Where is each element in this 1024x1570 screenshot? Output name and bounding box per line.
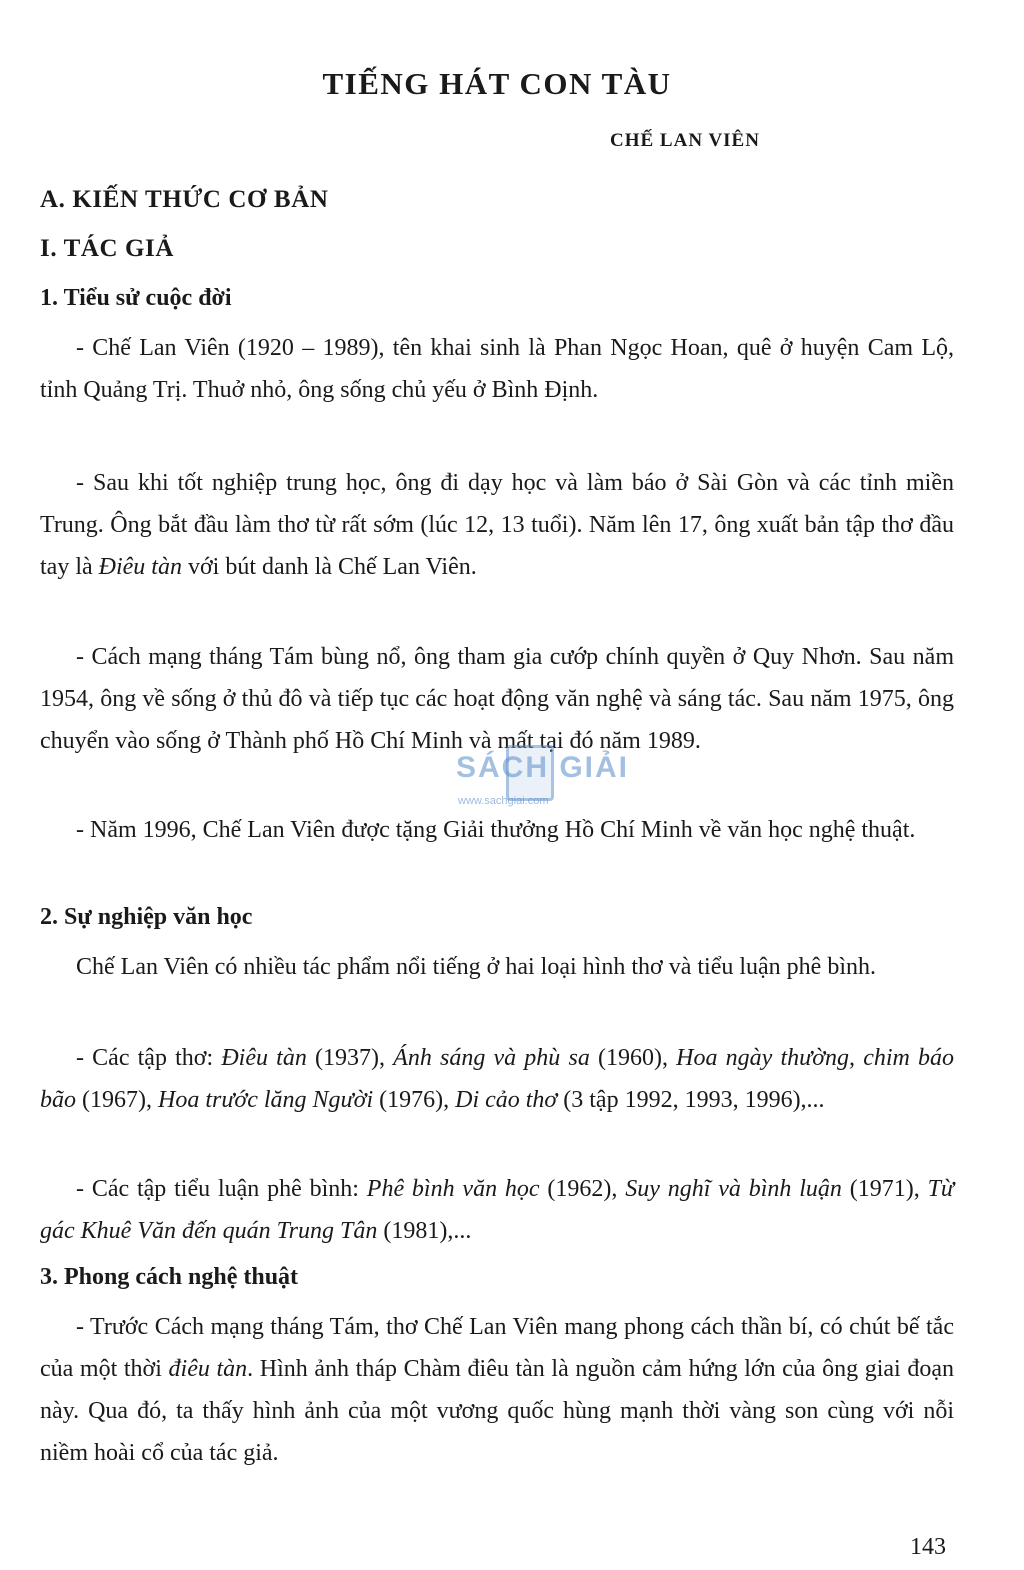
text-run: (1967), xyxy=(76,1087,158,1113)
paragraph-career-intro: Chế Lan Viên có nhiều tác phẩm nổi tiếng ở hai loại hình thơ và tiểu luận phê bình. xyxy=(76,954,876,980)
text-run: với bút danh là Chế Lan Viên. xyxy=(181,554,477,580)
section-heading-i: I. TÁC GIẢ xyxy=(40,235,175,262)
text-run: (1981),... xyxy=(377,1218,472,1244)
text-run: (1971), xyxy=(841,1176,928,1202)
book-title: Phê bình văn học xyxy=(366,1176,540,1202)
book-title: Hoa trước lăng Người xyxy=(157,1087,374,1113)
term-italic: điêu tàn xyxy=(168,1356,248,1382)
book-title: Điêu tàn xyxy=(221,1045,307,1071)
book-title: Ánh sáng và phù sa xyxy=(393,1045,590,1071)
subheading-biography: 1. Tiểu sử cuộc đời xyxy=(40,285,232,311)
paragraph-education xyxy=(40,462,954,588)
subheading-style: 3. Phong cách nghệ thuật xyxy=(40,1264,299,1290)
text-run: . Hình ảnh tháp Chàm điêu tàn là nguồn cảm hứng lớn của ông giai đoạn này. Qua đó, ta thấy hình ảnh của một vương quốc hùng mạnh thời vàng son cùng với nỗi niềm hoài cổ của tác giả. xyxy=(40,1356,954,1466)
text-run: (1960), xyxy=(589,1045,677,1071)
page-number: 143 xyxy=(910,1534,946,1560)
paragraph-birth: - Chế Lan Viên (1920 – 1989), tên khai sinh là Phan Ngọc Hoan, quê ở huyện Cam Lộ, tỉnh Quảng Trị. Thuở nhỏ, ông sống chủ yếu ở Bình Định. xyxy=(40,335,954,403)
text-run: - Sau khi tốt nghiệp trung học, ông đi dạy học và làm báo ở Sài Gòn và các tỉnh miền Trung. Ông bắt đầu làm thơ từ rất sớm (lúc 12, 13 tuổi). Năm lên 17, ông xuất bản tập thơ đầu tay là xyxy=(40,470,954,580)
text-run: - Trước Cách mạng tháng Tám, thơ Chế Lan Viên mang phong cách thần bí, có chút bế tắc của một thời xyxy=(40,1314,954,1382)
author-name: CHẾ LAN VIÊN xyxy=(610,130,760,151)
watermark-url: www.sachgiai.com xyxy=(458,795,549,807)
paragraph-revolution: - Cách mạng tháng Tám bùng nổ, ông tham gia cướp chính quyền ở Quy Nhơn. Sau năm 1954, ông về sống ở thủ đô và tiếp tục các hoạt động văn nghệ và sáng tác. Sau năm 1975, ông chuyển vào sống ở Thành phố Hồ Chí Minh và mất tại đó năm 1989. xyxy=(40,644,954,754)
paragraph-style xyxy=(40,1306,954,1474)
text-run: - Các tập tiểu luận phê bình: xyxy=(76,1176,367,1202)
section-heading-a: A. KIẾN THỨC CƠ BẢN xyxy=(40,186,329,213)
text-run: (1962), xyxy=(539,1176,626,1202)
text-run: - Các tập thơ: xyxy=(76,1045,222,1071)
book-title: Suy nghĩ và bình luận xyxy=(625,1176,842,1202)
watermark-text: SÁCH GIẢI xyxy=(456,751,630,784)
book-title: Hoa ngày thường, chim báo bão xyxy=(40,1045,955,1113)
text-run: (3 tập 1992, 1993, 1996),... xyxy=(557,1087,825,1113)
paragraph-poetry-collections xyxy=(40,1037,954,1121)
paragraph-award: - Năm 1996, Chế Lan Viên được tặng Giải thưởng Hồ Chí Minh về văn học nghệ thuật. xyxy=(76,817,916,843)
subheading-career: 2. Sự nghiệp văn học xyxy=(40,904,253,930)
book-title: Điêu tàn xyxy=(98,554,182,580)
text-run: (1937), xyxy=(306,1045,394,1071)
book-title: Di cảo thơ xyxy=(455,1087,558,1113)
document-title: TIẾNG HÁT CON TÀU xyxy=(322,66,672,101)
paragraph-essay-collections xyxy=(40,1168,954,1252)
book-title: Từ gác Khuê Văn đến quán Trung Tân xyxy=(40,1176,955,1244)
text-run: (1976), xyxy=(373,1087,456,1113)
